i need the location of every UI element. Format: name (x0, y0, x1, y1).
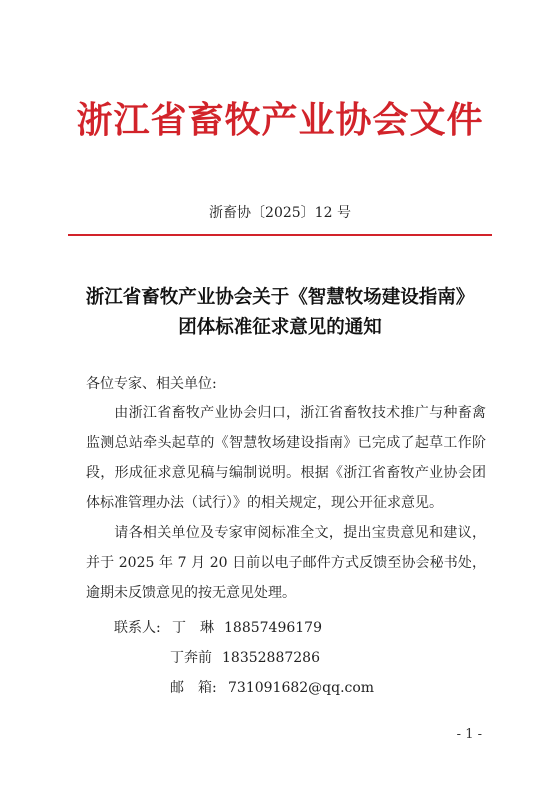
contact-row-2 (170, 647, 320, 667)
email-row (170, 677, 374, 697)
contact-2-name: 丁奔前 (170, 650, 212, 666)
contact-2-phone: 18352887286 (222, 650, 320, 666)
body-paragraph-2 (86, 518, 486, 608)
contact-1-name: 丁 琳 (172, 620, 214, 636)
notice-title-line2: 团体标准征求意见的通知 (178, 317, 382, 338)
paragraph-1-text: 由浙江省畜牧产业协会归口，浙江省畜牧技术推广与种畜禽监测总站牵头起草的《智慧牧场建设指南》已完成了起草工作阶段，形成征求意见稿与编制说明。根据《浙江省畜牧产业协会团体标准管理办法（试行）》的相关规定，现公开征求意见。 (86, 405, 486, 511)
salutation: 各位专家、相关单位: (86, 376, 217, 392)
contact-label: 联系人: (114, 620, 161, 636)
page-number: - 1 - (456, 727, 482, 742)
contact-1-phone: 18857496179 (224, 620, 322, 636)
email-address: 731091682@qq.com (228, 680, 375, 696)
notice-title-line1: 浙江省畜牧产业协会关于《智慧牧场建设指南》 (85, 287, 475, 308)
contact-row-1 (114, 617, 322, 637)
body-paragraph-1 (86, 398, 486, 518)
red-divider-line (68, 234, 492, 236)
paragraph-2-text: 请各相关单位及专家审阅标准全文，提出宝贵意见和建议，并于 2025 年 7 月 20 日前以电子邮件方式反馈至协会秘书处，逾期未反馈意见的按无意见处理。 (86, 525, 486, 601)
notice-title (0, 283, 560, 343)
masthead-title: 浙江省畜牧产业协会文件 (76, 100, 484, 141)
email-label: 邮 箱: (170, 680, 217, 696)
document-number: 浙畜协〔2025〕12 号 (209, 205, 351, 221)
